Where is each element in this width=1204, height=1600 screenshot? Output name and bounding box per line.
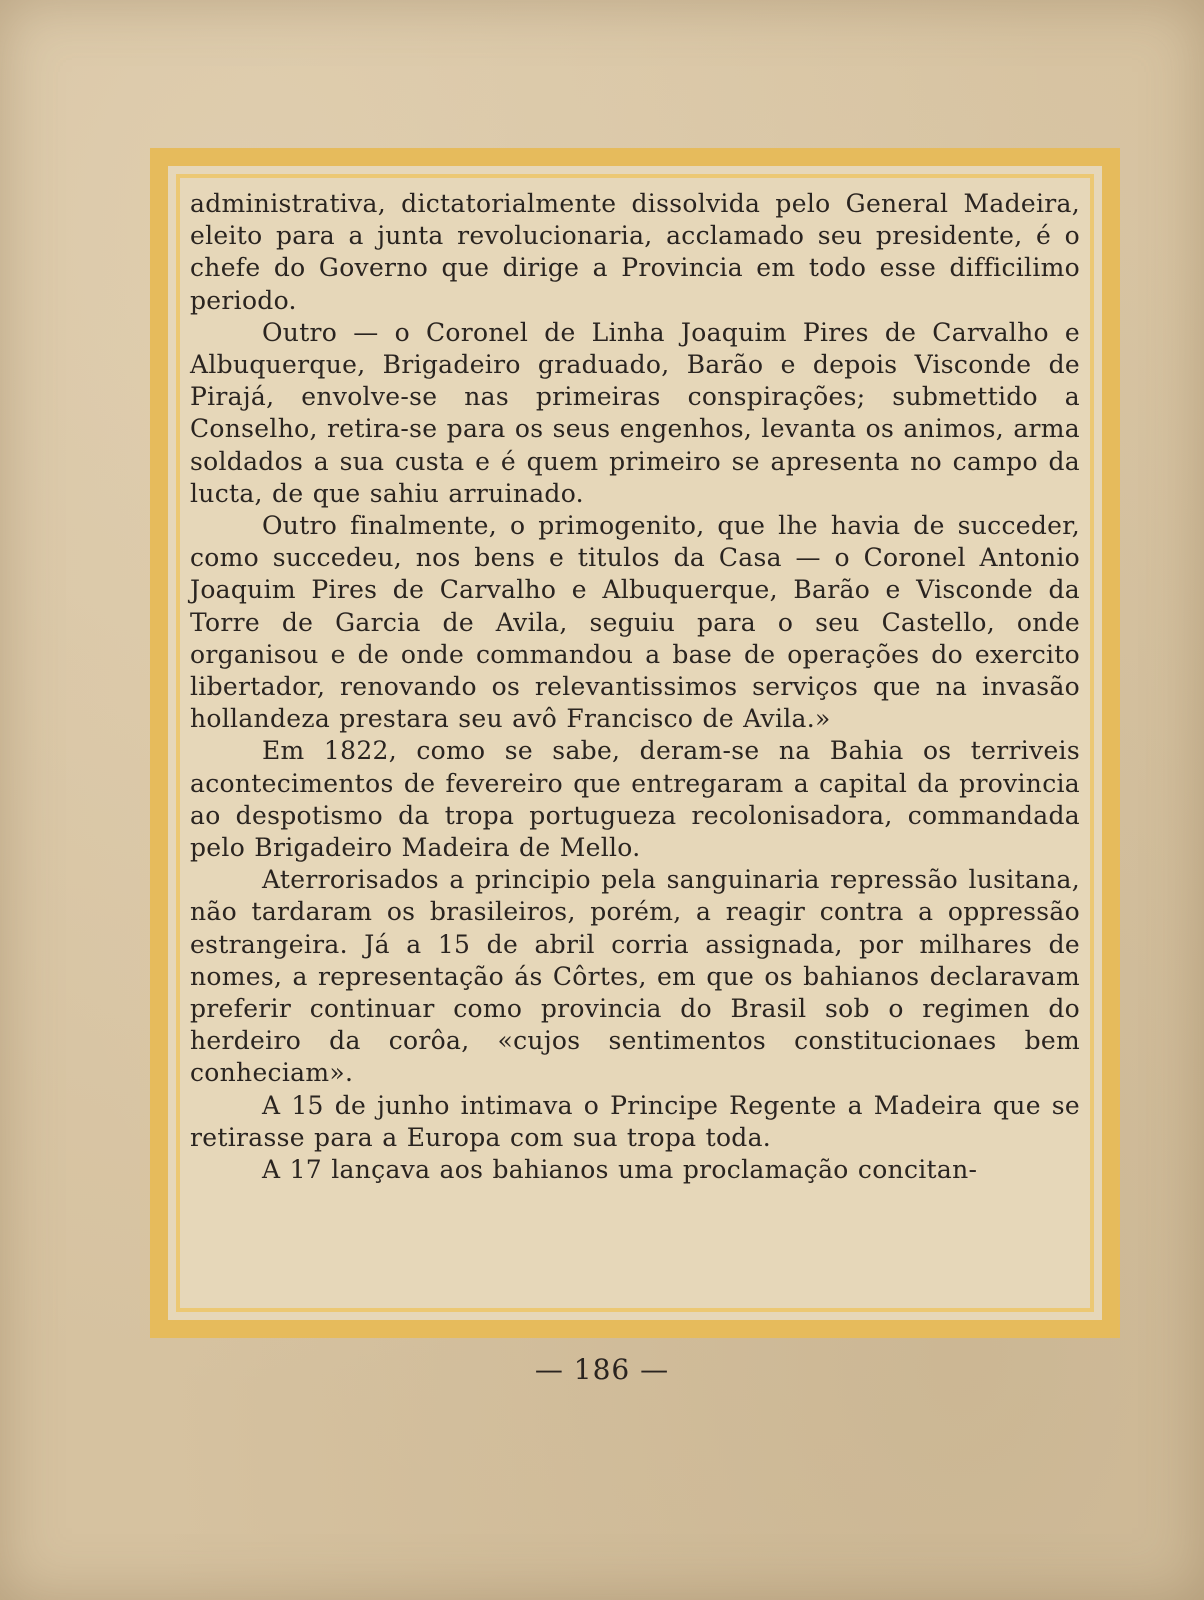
text-frame — [150, 148, 1120, 1338]
paragraph: Outro — o Coronel de Linha Joaquim Pires de Carvalho e Albuquerque, Brigadeiro graduado, Barão e depois Visconde de Pirajá, envolve-se nas primeiras conspirações; submettido a Conselho, retira-se para os seus engenhos, levanta os animos, arma soldados a sua custa e é quem primeiro se apresenta no campo da lucta, de que sahiu arruinado. — [190, 317, 1080, 508]
paragraph: Outro finalmente, o primogenito, que lhe havia de succeder, como succedeu, nos bens e titulos da Casa — o Coronel Antonio Joaquim Pires de Carvalho e Albuquerque, Barão e Visconde da Torre de Garcia de Avila, seguiu para o seu Castello, onde organisou e de onde commandou a base de operações do exercito libertador, renovando os relevantissimos serviços que na invasão hollandeza prestara seu avô Francisco de Avila.» — [190, 511, 1080, 734]
paragraph: administrativa, dictatorialmente dissolvida pelo General Madeira, eleito para a junta revolucionaria, acclamado seu presidente, é o chefe do Governo que dirige a Provincia em todo esse difficilimo periodo. — [190, 189, 1080, 315]
paragraph: A 15 de junho intimava o Principe Regente a Madeira que se retirasse para a Europa com sua tropa toda. — [190, 1090, 1080, 1152]
paragraph: Aterrorisados a principio pela sanguinaria repressão lusitana, não tardaram os brasileiros, porém, a reagir contra a oppressão estrangeira. Já a 15 de abril corria assignada, por milhares de nomes, a representação ás Côrtes, em que os bahianos declaravam preferir continuar como provincia do Brasil sob o regimen do herdeiro da corôa, «cujos sentimentos constitucionaes bem conheciam». — [190, 865, 1080, 1088]
page-number: — 186 — — [534, 1353, 670, 1386]
paragraph: A 17 lançava aos bahianos uma proclamação concitan- — [262, 1155, 978, 1185]
paragraph: Em 1822, como se sabe, deram-se na Bahia os terriveis acontecimentos de fevereiro que entregaram a capital da provincia ao despotismo da tropa portugueza recolonisadora, commandada pelo Brigadeiro Madeira de Mello. — [190, 736, 1080, 863]
text-body — [190, 188, 1080, 1186]
